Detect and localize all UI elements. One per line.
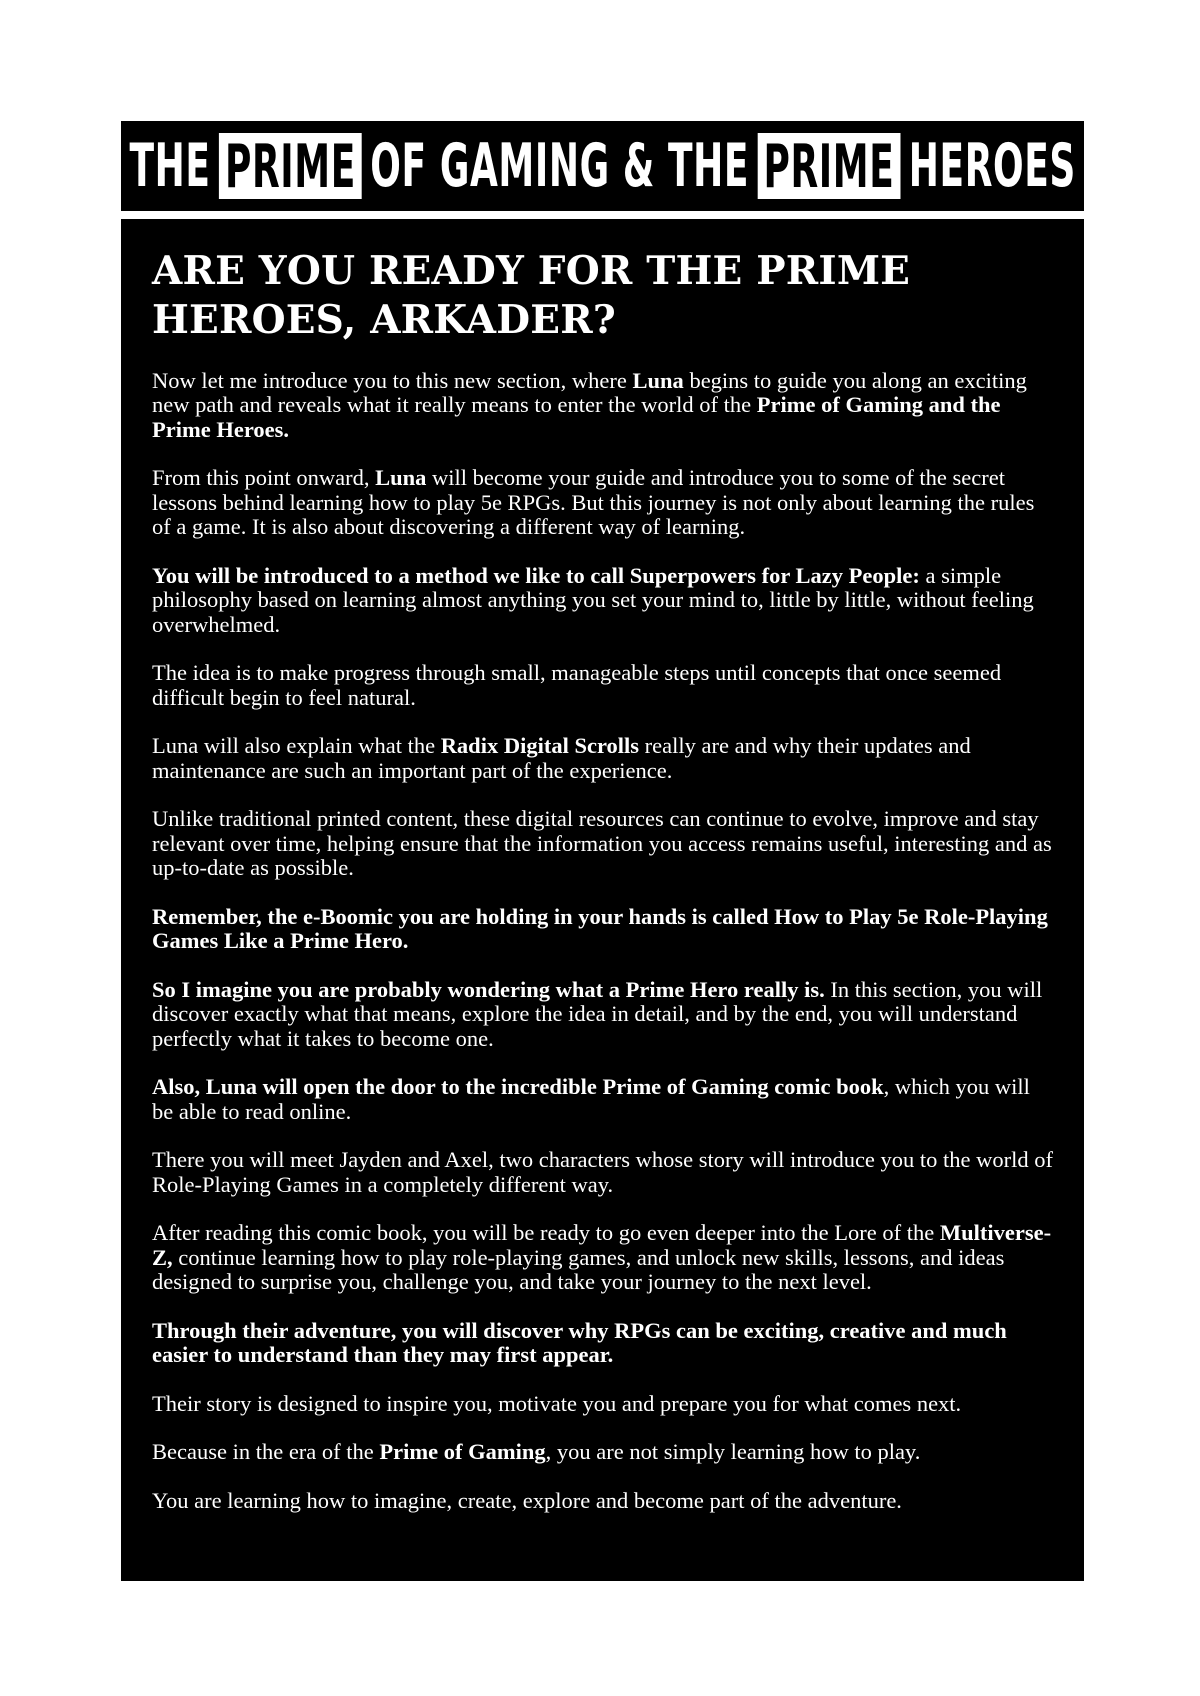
bold-text-run: Prime of Gaming and the Prime Heroes. (152, 392, 1001, 442)
header-highlight-word: PRIME (219, 133, 362, 199)
bold-text-run: You will be introduced to a method we like to call Superpowers for Lazy People: (152, 562, 920, 588)
paragraph (152, 369, 1056, 443)
text-run: There you will meet Jayden and Axel, two characters whose story will introduce you to the world of Role-Playing Games in a completely different way. (152, 1147, 1054, 1197)
paragraph (152, 1489, 1056, 1514)
paragraph (152, 905, 1056, 954)
body-text (152, 369, 1056, 1514)
text-run: , which you will be able to read online. (152, 1074, 1030, 1124)
page-header-banner (121, 121, 1084, 211)
bold-text-run: Multiverse- Z, (152, 1220, 1052, 1270)
header-word: THE (129, 131, 211, 201)
paragraph (152, 1221, 1056, 1295)
bold-text-run: Luna (375, 465, 427, 490)
paragraph (152, 466, 1056, 540)
text-run: In this section, you will discover exactly what that means, explore the idea in detail, and by the end, you will understand perfectly what it takes to become one. (152, 976, 1043, 1051)
text-run: really are and why their updates and maintenance are such an important part of the experience. (152, 733, 971, 783)
text-run: continue learning how to play role-playing games, and unlock new skills, lessons, and ideas designed to surprise you, challenge you, and take your journey to the next level. (152, 1244, 1005, 1294)
header-highlight-word: PRIME (757, 133, 900, 199)
bold-text-run: Prime of Gaming (379, 1439, 546, 1464)
text-run: The idea is to make progress through small, manageable steps until concepts that once seemed difficult begin to feel natural. (152, 660, 1002, 710)
text-run: Now let me introduce you to this new section, where (152, 367, 633, 393)
header-word: OF GAMING & THE (370, 131, 749, 201)
content-panel (121, 219, 1084, 1581)
paragraph (152, 564, 1056, 638)
text-run: a simple philosophy based on learning almost anything you set your mind to, little by little, without feeling overwhelmed. (152, 562, 1034, 637)
section-title: ARE YOU READY FOR THE PRIME HEROES, ARKADER? (152, 248, 911, 343)
text-run: will become your guide and introduce you to some of the secret lessons behind learning how to play 5e RPGs. But this journey is not only about learning the rules of a game. It is also about discovering a different way of learning. (152, 465, 1035, 539)
paragraph (152, 1075, 1056, 1124)
bold-text-run: Also, Luna will open the door to the incredible Prime of Gaming comic book (152, 1074, 884, 1099)
paragraph (152, 1440, 1056, 1465)
header-word: HEROES (908, 131, 1076, 201)
paragraph (152, 978, 1056, 1052)
text-run: Their story is designed to inspire you, motivate you and prepare you for what comes next. (152, 1390, 962, 1416)
text-run: , you are not simply learning how to play. (545, 1439, 921, 1464)
paragraph (152, 807, 1056, 881)
text-run: You are learning how to imagine, create, explore and become part of the adventure. (152, 1487, 902, 1513)
header-title (124, 131, 1080, 202)
text-run: Because in the era of the (152, 1439, 380, 1464)
paragraph (152, 1392, 1056, 1417)
text-run: begins to guide you along an exciting new path and reveals what it really means to enter the world of the (152, 367, 1027, 417)
text-run: Luna will also explain what the (152, 733, 441, 758)
text-run: From this point onward, (152, 465, 376, 490)
bold-text-run: Luna (632, 367, 684, 393)
paragraph (152, 734, 1056, 783)
text-run: Unlike traditional printed content, these digital resources can continue to evolve, improve and stay relevant over time, helping ensure that the information you access remains useful, interesting and as up-to-date as possible. (152, 806, 1052, 880)
paragraph (152, 661, 1056, 710)
bold-text-run: Through their adventure, you will discover why RPGs can be exciting, creative and much easier to understand than they may first appear. (152, 1317, 1007, 1367)
bold-text-run: Remember, the e-Boomic you are holding in your hands is called How to Play 5e Role-Playing Games Like a Prime Hero. (152, 903, 1048, 953)
bold-text-run: So I imagine you are probably wondering what a Prime Hero really is. (152, 976, 825, 1002)
paragraph (152, 1148, 1056, 1197)
paragraph (152, 1319, 1056, 1368)
text-run: After reading this comic book, you will be ready to go even deeper into the Lore of the (152, 1220, 940, 1245)
bold-text-run: Radix Digital Scrolls (440, 733, 640, 758)
